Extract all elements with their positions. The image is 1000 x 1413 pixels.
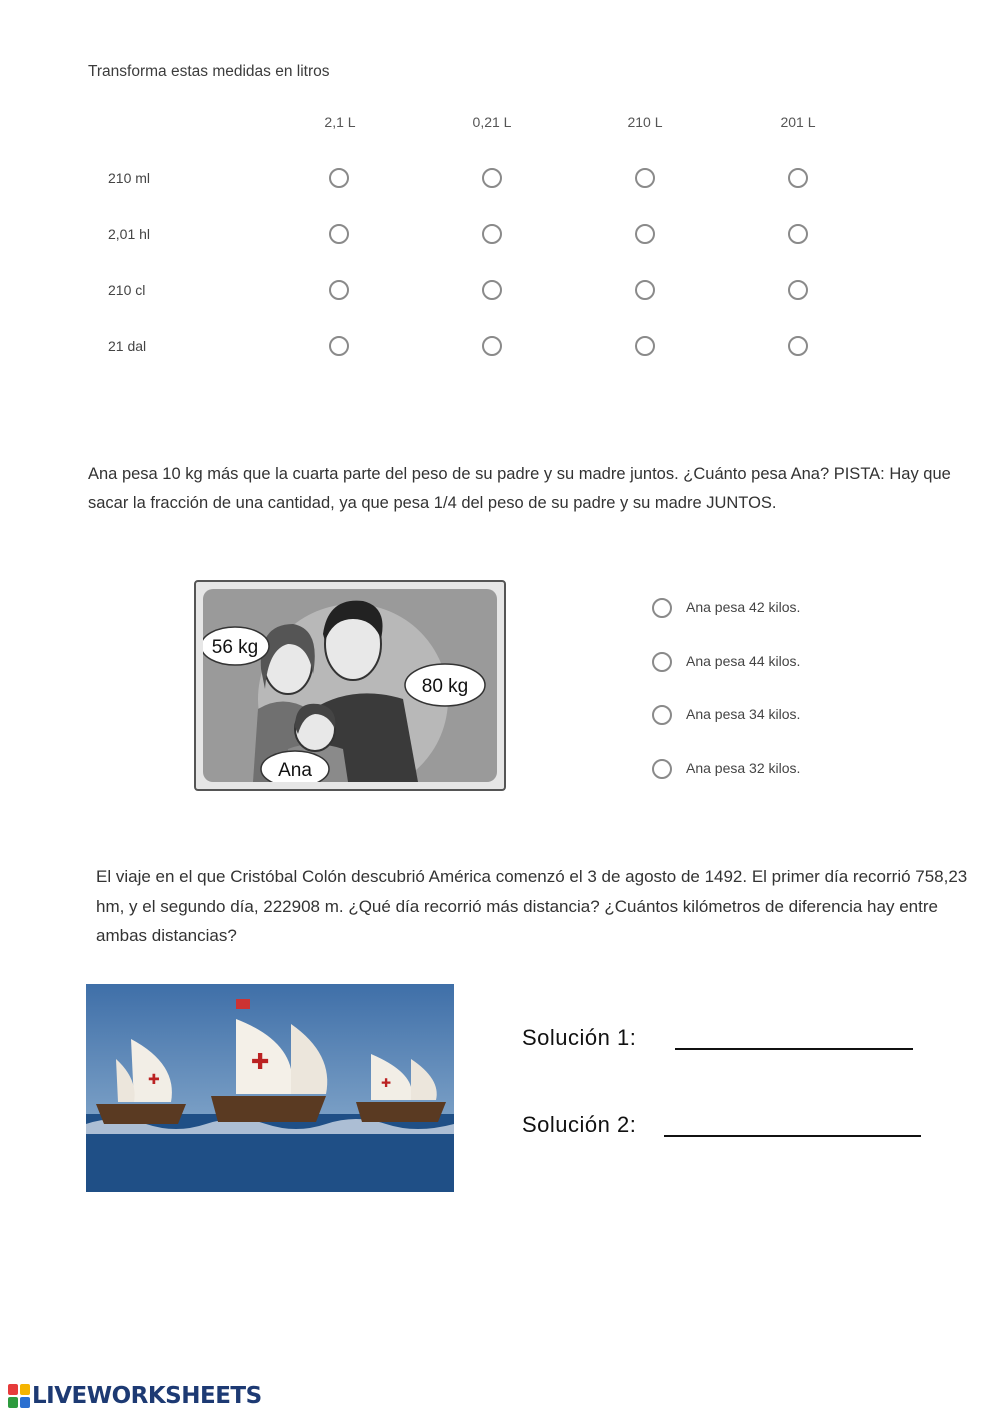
grid-radio-r4-c2[interactable] — [482, 336, 502, 356]
option-radio-1[interactable] — [652, 598, 672, 618]
question3-text: El viaje en el que Cristóbal Colón descubrió América comenzó el 3 de agosto de 1492. El primer día recorrió 758,23 hm, y el segundo día, 222908 m. ¿Qué día recorrió más distancia? ¿Cuántos kilómetros de diferencia hay entre ambas distancias? — [96, 867, 968, 945]
family-drawing — [203, 589, 497, 782]
option-radio-2[interactable] — [652, 652, 672, 672]
grid-radio-r1-c3[interactable] — [635, 168, 655, 188]
mother-weight-label: 56 kg — [211, 637, 259, 658]
grid-row-label: 2,01 hl — [108, 226, 151, 242]
grid-radio-r2-c3[interactable] — [635, 224, 655, 244]
solution2-label: Solución 2: — [522, 1112, 637, 1137]
option-label-3: Ana pesa 34 kilos. — [686, 706, 801, 722]
grid-radio-r3-c2[interactable] — [482, 280, 502, 300]
grid-radio-r1-c2[interactable] — [482, 168, 502, 188]
grid-row-label: 210 cl — [108, 282, 146, 298]
grid-radio-r2-c4[interactable] — [788, 224, 808, 244]
grid-radio-r3-c3[interactable] — [635, 280, 655, 300]
grid-column-header: 0,21 L — [472, 114, 512, 130]
liveworksheets-logo — [8, 1382, 262, 1410]
question1-title: Transforma estas medidas en litros — [88, 63, 330, 80]
liveworksheets-logo-icon — [8, 1384, 30, 1408]
option-label-1: Ana pesa 42 kilos. — [686, 599, 801, 615]
grid-column-header: 210 L — [627, 114, 663, 130]
grid-column-header: 2,1 L — [324, 114, 356, 130]
grid-row-label: 21 dal — [108, 338, 147, 354]
svg-text:✚: ✚ — [148, 1072, 160, 1088]
solution2-answer-line[interactable] — [664, 1135, 921, 1137]
option-radio-4[interactable] — [652, 759, 672, 779]
grid-radio-r1-c1[interactable] — [329, 168, 349, 188]
svg-text:✚: ✚ — [381, 1076, 392, 1090]
grid-radio-r1-c4[interactable] — [788, 168, 808, 188]
option-label-2: Ana pesa 44 kilos. — [686, 653, 801, 669]
child-name-label: Ana — [278, 760, 312, 781]
solution1-answer-line[interactable] — [675, 1048, 913, 1050]
grid-radio-r4-c4[interactable] — [788, 336, 808, 356]
solution1-label: Solución 1: — [522, 1025, 637, 1050]
grid-radio-r2-c2[interactable] — [482, 224, 502, 244]
family-illustration — [194, 580, 506, 791]
grid-column-header: 201 L — [780, 114, 816, 130]
grid-radio-r4-c3[interactable] — [635, 336, 655, 356]
grid-radio-r4-c1[interactable] — [329, 336, 349, 356]
father-weight-label: 80 kg — [421, 676, 469, 697]
option-radio-3[interactable] — [652, 705, 672, 725]
grid-row-label: 210 ml — [108, 170, 151, 186]
grid-radio-r3-c4[interactable] — [788, 280, 808, 300]
option-label-4: Ana pesa 32 kilos. — [686, 760, 801, 776]
grid-radio-r3-c1[interactable] — [329, 280, 349, 300]
caravels-image — [86, 984, 454, 1192]
question2-text: Ana pesa 10 kg más que la cuarta parte del peso de su padre y su madre juntos. ¿Cuánto pesa Ana? PISTA: Hay que sacar la fracción de una cantidad, ya que pesa 1/4 del peso de su padre y su madre JUNTOS. — [88, 465, 951, 512]
logo-text: LIVEWORKSHEETS — [32, 1383, 262, 1409]
grid-radio-r2-c1[interactable] — [329, 224, 349, 244]
svg-text:✚: ✚ — [251, 1050, 270, 1075]
